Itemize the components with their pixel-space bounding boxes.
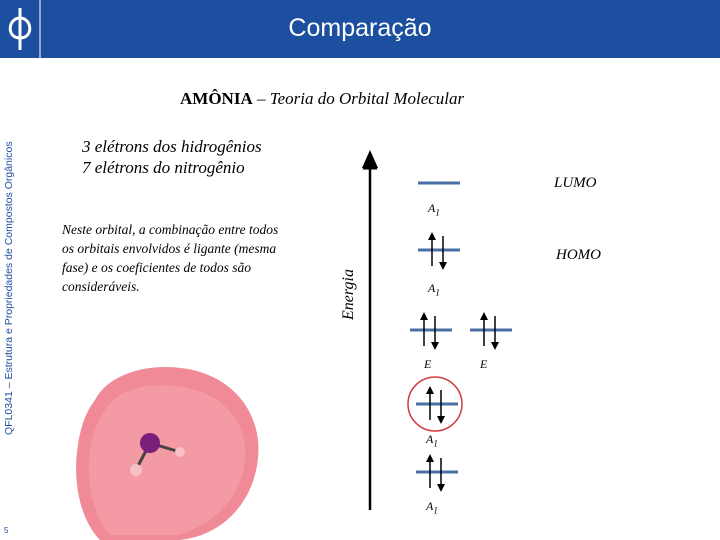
electron-count-nitrogen: 7 elétrons do nitrogênio bbox=[82, 158, 245, 177]
lumo-symmetry-label: $A_1$ bbox=[428, 201, 440, 218]
nitrogen-atom bbox=[140, 433, 160, 453]
electron-count-hydrogens: 3 elétrons dos hidrogênios bbox=[82, 137, 262, 156]
homo-electron-up-icon bbox=[428, 232, 436, 240]
heading-molecule: AMÔNIA bbox=[180, 89, 253, 108]
heading-theory: Teoria do Orbital Molecular bbox=[269, 89, 465, 108]
hydrogen-atom bbox=[130, 464, 142, 476]
heading-dash: – bbox=[252, 89, 270, 108]
ammonia-orbital-image bbox=[76, 367, 258, 540]
slide-title: Comparação bbox=[288, 14, 432, 42]
slide-number: 5 bbox=[4, 526, 9, 535]
energy-axis-label: Energia bbox=[340, 269, 357, 320]
lumo-label: LUMO bbox=[554, 175, 597, 191]
e-right-label: E bbox=[480, 357, 488, 371]
a1-bottom-label: $A_1$ bbox=[426, 499, 438, 516]
hydrogen-atom bbox=[175, 447, 185, 457]
a1-low-label: $A_1$ bbox=[426, 432, 438, 449]
homo-label: HOMO bbox=[556, 247, 601, 263]
e-left-label: E bbox=[424, 357, 432, 371]
orbital-note: Neste orbital, a combinação entre todos os orbitais envolvidos é ligante (mesma fase) e os coeficientes de todos são consideráveis. bbox=[62, 222, 279, 294]
energy-axis-arrowhead-icon bbox=[362, 150, 378, 168]
homo-symmetry-label: $A_1$ bbox=[428, 281, 440, 298]
course-sidebar-label: QFL0341 – Estrutura e Propriedades de Compostos Orgânicos bbox=[3, 141, 15, 435]
homo-electron-down-icon bbox=[439, 262, 447, 270]
